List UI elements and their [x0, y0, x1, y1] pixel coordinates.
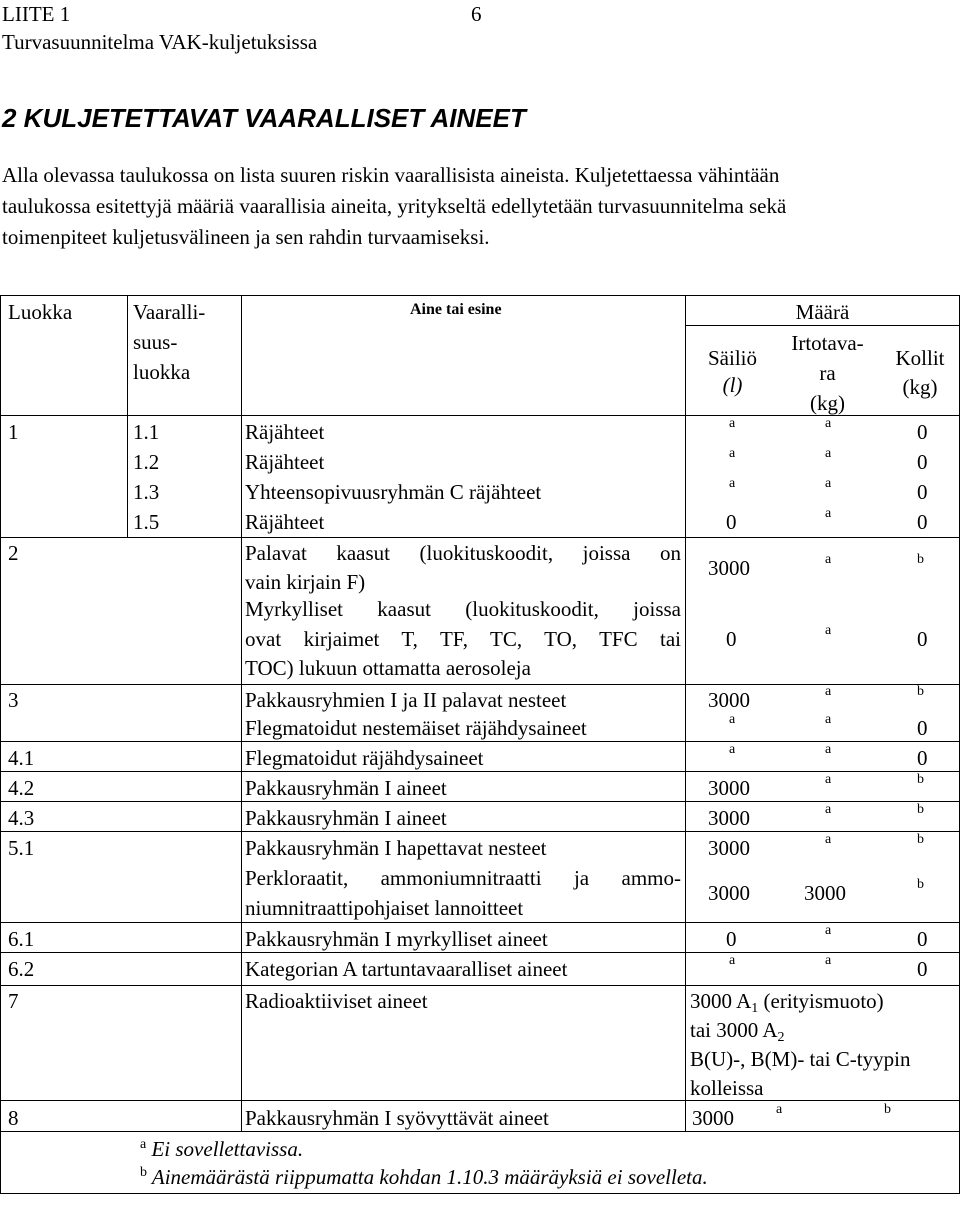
row-aine: Pakkausryhmän I hapettavat nesteet	[245, 836, 547, 860]
header-aine: Aine tai esine	[410, 301, 502, 318]
header-maara: Määrä	[795, 300, 850, 324]
row-aine-cont: vain kirjain F)	[245, 570, 366, 594]
row-kollit: b	[917, 802, 924, 817]
row-aine: Flegmatoidut nestemäiset räjähdysaineet	[245, 716, 587, 740]
row-aine: Kategorian A tartuntavaaralliset aineet	[245, 957, 568, 981]
row-kollit: 0	[917, 927, 928, 951]
row-luokka: 6.2	[8, 957, 35, 981]
row-irtotavara: a	[825, 476, 832, 491]
row-kollit: b	[917, 684, 924, 699]
row-aine-cont: ovat kirjaimet T, TF, TC, TO, TFC tai	[245, 627, 681, 651]
row-sailio: a	[729, 416, 736, 431]
row-luokka: 3	[8, 688, 19, 712]
row-irtotavara: a	[825, 506, 832, 521]
row-irtotavara: a	[825, 446, 832, 461]
row-aine: Flegmatoidut räjähdysaineet	[245, 746, 484, 770]
row-vaarallisuusluokka: 1.2	[133, 450, 160, 474]
row-irtotavara: a	[825, 772, 832, 787]
row-aine: Pakkausryhmän I syövyttävät aineet	[245, 1106, 549, 1130]
row-luokka: 1	[8, 420, 19, 444]
row-sailio: 0	[726, 627, 737, 651]
row-sailio: 3000	[708, 776, 750, 800]
row-irtotavara: a	[825, 416, 832, 431]
intro-line-2: taulukossa esitettyjä määriä vaarallisia aineita, yritykseltä edellytetään turvasuunnitelma sekä	[2, 194, 787, 218]
row-vaarallisuusluokka: 1.1	[133, 420, 160, 444]
row-kollit: 0	[917, 480, 928, 504]
row-sailio: 3000	[708, 836, 750, 860]
row-sailio: a	[729, 446, 736, 461]
page-number: 6	[471, 2, 482, 26]
row-irtotavara: 3000	[804, 881, 846, 905]
row-aine: Pakkausryhmän I aineet	[245, 806, 447, 830]
row-kollit: b	[884, 1102, 891, 1117]
row-luokka: 4.3	[8, 806, 35, 830]
row-vaarallisuusluokka: 1.3	[133, 480, 160, 504]
row-irtotavara: a	[825, 684, 832, 699]
row-sailio: a	[729, 953, 736, 968]
row-aine: Pakkausryhmän I aineet	[245, 776, 447, 800]
row-sailio: 3000	[708, 556, 750, 580]
row-sailio: a	[729, 742, 736, 757]
intro-line-3: toimenpiteet kuljetusvälineen ja sen rahdin turvaamiseksi.	[2, 225, 490, 249]
header-vaarallisuusluokka-2: suus-	[133, 330, 178, 354]
row-irtotavara: a	[825, 623, 832, 638]
row-kollit: 0	[917, 450, 928, 474]
header-kollit-2: (kg)	[902, 375, 938, 399]
row-irtotavara: a	[776, 1102, 783, 1117]
row-maara-line-2: tai 3000 $A_2$	[690, 1018, 785, 1045]
row-sailio: 3000	[708, 881, 750, 905]
row-aine: Räjähteet	[245, 510, 325, 534]
row-luokka: 4.1	[8, 746, 35, 770]
section-title: 2 KULJETETTAVAT VAARALLISET AINEET	[2, 103, 526, 133]
row-luokka: 6.1	[8, 927, 35, 951]
row-sailio: 3000	[708, 688, 750, 712]
row-aine: Palavat kaasut (luokituskoodit, joissa on	[245, 541, 681, 565]
row-maara-line-1: 3000 $A_1$ (erityismuoto)	[690, 989, 884, 1016]
row-irtotavara: a	[825, 712, 832, 727]
row-sailio: 3000	[708, 806, 750, 830]
footnote-a: $^a$ Ei sovellettavissa.	[140, 1137, 304, 1161]
row-irtotavara: a	[825, 802, 832, 817]
appendix-label: LIITE 1	[2, 2, 71, 26]
row-kollit: b	[917, 552, 924, 567]
row-sailio: a	[729, 712, 736, 727]
row-kollit: 0	[917, 957, 928, 981]
row-luokka: 8	[8, 1106, 19, 1130]
row-kollit: 0	[917, 746, 928, 770]
row-kollit: 0	[917, 420, 928, 444]
row-luokka: 5.1	[8, 836, 35, 860]
row-kollit: b	[917, 877, 924, 892]
header-irtotavara-1: Irtotava-	[791, 331, 864, 355]
row-sailio: 0	[726, 510, 737, 534]
row-aine: Räjähteet	[245, 450, 325, 474]
row-maara-line-3: B(U)-, B(M)- tai C-tyypin	[690, 1047, 911, 1071]
row-kollit: b	[917, 832, 924, 847]
row-luokka: 2	[8, 541, 19, 565]
footnote-b: $^b$ Ainemäärästä riippumatta kohdan 1.10.3 määräyksiä ei sovelleta.	[140, 1165, 708, 1189]
row-kollit: b	[917, 772, 924, 787]
row-irtotavara: a	[825, 742, 832, 757]
row-irtotavara: a	[825, 832, 832, 847]
header-sailio-2: (l)	[722, 373, 743, 397]
row-aine: Myrkylliset kaasut (luokituskoodit, joissa	[245, 597, 681, 621]
row-sailio: 3000	[692, 1106, 734, 1130]
row-aine: Pakkausryhmien I ja II palavat nesteet	[245, 688, 567, 712]
row-aine-cont: niumnitraattipohjaiset lannoitteet	[245, 896, 524, 920]
row-luokka: 4.2	[8, 776, 35, 800]
row-kollit: 0	[917, 716, 928, 740]
row-irtotavara: a	[825, 923, 832, 938]
row-aine: Perkloraatit, ammoniumnitraatti ja ammo-	[245, 866, 681, 890]
row-aine: Radioaktiiviset aineet	[245, 989, 428, 1013]
row-aine: Pakkausryhmän I myrkylliset aineet	[245, 927, 548, 951]
row-maara-line-4: kolleissa	[690, 1076, 764, 1100]
row-aine: Yhteensopivuusryhmän C räjähteet	[245, 480, 542, 504]
row-kollit: 0	[917, 627, 928, 651]
document-subtitle: Turvasuunnitelma VAK-kuljetuksissa	[2, 30, 318, 54]
intro-line-1: Alla olevassa taulukossa on lista suuren riskin vaarallisista aineista. Kuljetettaessa vähintään	[2, 163, 780, 187]
row-luokka: 7	[8, 989, 19, 1013]
header-sailio-1: Säiliö	[707, 346, 757, 370]
row-aine-cont: TOC) lukuun ottamatta aerosoleja	[245, 656, 531, 680]
row-sailio: a	[729, 476, 736, 491]
header-irtotavara-3: (kg)	[810, 391, 845, 415]
row-irtotavara: a	[825, 552, 832, 567]
header-kollit-1: Kollit	[895, 346, 945, 370]
header-vaarallisuusluokka-3: luokka	[133, 360, 191, 384]
header-luokka: Luokka	[8, 300, 73, 324]
row-kollit: 0	[917, 510, 928, 534]
row-sailio: 0	[726, 927, 737, 951]
row-vaarallisuusluokka: 1.5	[133, 510, 160, 534]
row-aine: Räjähteet	[245, 420, 325, 444]
row-irtotavara: a	[825, 953, 832, 968]
header-vaarallisuusluokka-1: Vaaralli-	[133, 300, 206, 324]
header-irtotavara-2: ra	[819, 361, 836, 385]
